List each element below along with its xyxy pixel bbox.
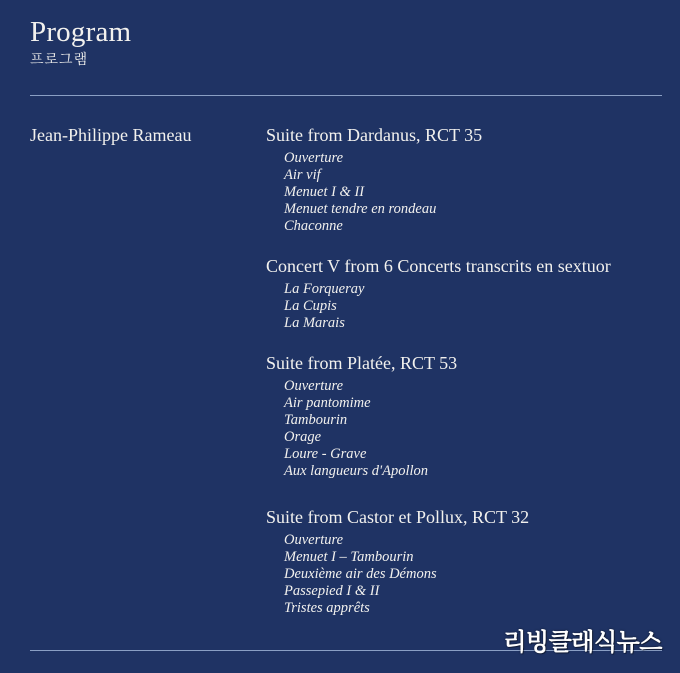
program-title: Program [30,16,132,48]
movement-item: Menuet tendre en rondeau [284,201,437,217]
watermark-logo: 리빙클래식뉴스 [503,628,662,656]
movement-item: Deuxième air des Démons [284,566,437,582]
movement-item: La Forqueray [284,281,365,297]
work-item [266,255,611,332]
movement-item: La Marais [284,315,345,331]
work-item [266,124,482,235]
movement-list [266,378,457,480]
movement-item: Loure - Grave [284,446,367,462]
movement-item: Passepied I & II [284,583,380,599]
movement-item: Air pantomime [284,395,371,411]
work-title: Suite from Dardanus, RCT 35 [266,125,483,145]
movement-item: Aux langueurs d'Apollon [284,463,429,479]
movement-item: Air vif [284,167,321,183]
work-title: Concert V from 6 Concerts transcrits en sextuor [266,256,611,276]
composer-name: Jean-Philippe Rameau [30,125,192,145]
movement-item: Tambourin [284,412,348,428]
movement-item: Menuet I – Tambourin [284,549,414,565]
work-title: Suite from Platée, RCT 53 [266,353,458,373]
movement-item: Ouverture [284,532,344,548]
work-title: Suite from Castor et Pollux, RCT 32 [266,507,530,527]
movement-item: Orage [284,429,322,445]
top-divider [30,95,662,96]
movement-item: Chaconne [284,218,343,234]
movement-list [266,150,482,235]
movement-list [266,281,611,332]
movement-item: Ouverture [284,150,344,166]
movement-item: La Cupis [284,298,337,314]
movement-item: Tristes apprêts [284,600,370,616]
movement-list [266,532,529,617]
work-item [266,352,457,480]
work-item [266,506,529,617]
movement-item: Menuet I & II [284,184,365,200]
movement-item: Ouverture [284,378,344,394]
program-subtitle: 프로그램 [30,52,89,68]
